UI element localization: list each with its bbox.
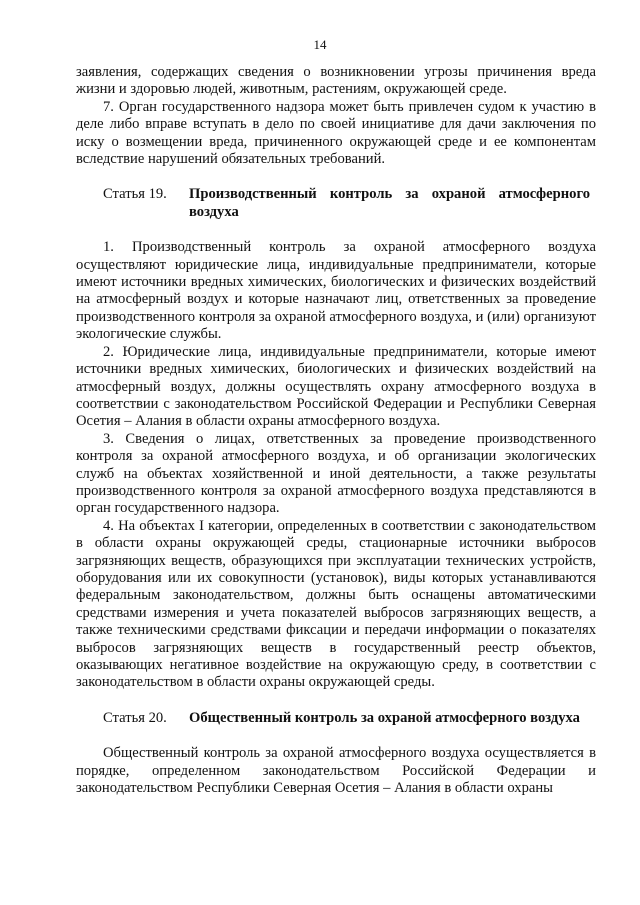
article-20-paragraph-1: Общественный контроль за охраной атмосферного воздуха осуществляется в порядке, определенном законодательством Российской Федерации и законодательством Республики Северная Осетия – Алания в области охраны: [76, 745, 596, 797]
article-19-paragraph-4: 4. На объектах I категории, определенных в соответствии с законодательством в области охраны окружающей среды, стационарные источники выбросов загрязняющих веществ, образующихся при эксплуатации технических устройств, оборудования или их совокупности (установок), виды которых устанавливаются федеральным законодательством, должны быть оснащены автоматическими средствами измерения и учета показателей выбросов загрязняющих веществ, а также техническими средствами фиксации и передачи информации о показателях выбросов загрязняющих веществ в государственный реестр объектов, оказывающих негативное воздействие на окружающую среду, в соответствии с законодательством в области охраны окружающей среды.: [76, 517, 596, 691]
article-19-paragraph-1: 1. Производственный контроль за охраной атмосферного воздуха осуществляют юридические лица, индивидуальные предприниматели, которые имеют источники вредных химических, биологических и физических воздействий на атмосферный воздух и которые назначают лиц, ответственных за проведение производственного контроля за охраной атмосферного воздуха, и (или) организуют экологические службы.: [76, 239, 596, 343]
paragraph-continuation: заявления, содержащих сведения о возникновении угрозы причинения вреда жизни и здоровью людей, животным, растениям, окружающей среде.: [76, 64, 596, 98]
document-body: [76, 64, 596, 797]
article-20-number: Статья 20.: [103, 709, 167, 726]
article-19-paragraph-2: 2. Юридические лица, индивидуальные предприниматели, которые имеют источники вредных химических, биологических и физических воздействий на атмосферный воздух, должны осуществлять охрану атмосферного воздуха в соответствии с законодательством Российской Федерации и Республики Северная Осетия – Алания в области охраны атмосферного воздуха.: [76, 343, 596, 430]
article-19-paragraph-3: 3. Сведения о лицах, ответственных за проведение производственного контроля за охраной атмосферного воздуха, и об организации экологических служб на объектах хозяйственной и иной деятельности, а также результаты производственного контроля за охраной атмосферного воздуха представляются в орган государственного надзора.: [76, 430, 596, 517]
article-19-title: Производственный контроль за охраной атмосферного воздуха: [189, 186, 590, 220]
article-20-heading: [76, 710, 596, 727]
article-19-heading: [76, 186, 596, 221]
article-19-number: Статья 19.: [103, 186, 167, 203]
paragraph-item-7: 7. Орган государственного надзора может быть привлечен судом к участию в деле либо вправе вступать в дело по своей инициативе для дачи заключения по иску о возмещении вреда, причиненного окружающей среде и ее компонентам вследствие нарушений обязательных требований.: [76, 98, 596, 168]
page-number: 14: [313, 37, 327, 52]
article-20-title: Общественный контроль за охраной атмосферного воздуха: [189, 709, 580, 726]
